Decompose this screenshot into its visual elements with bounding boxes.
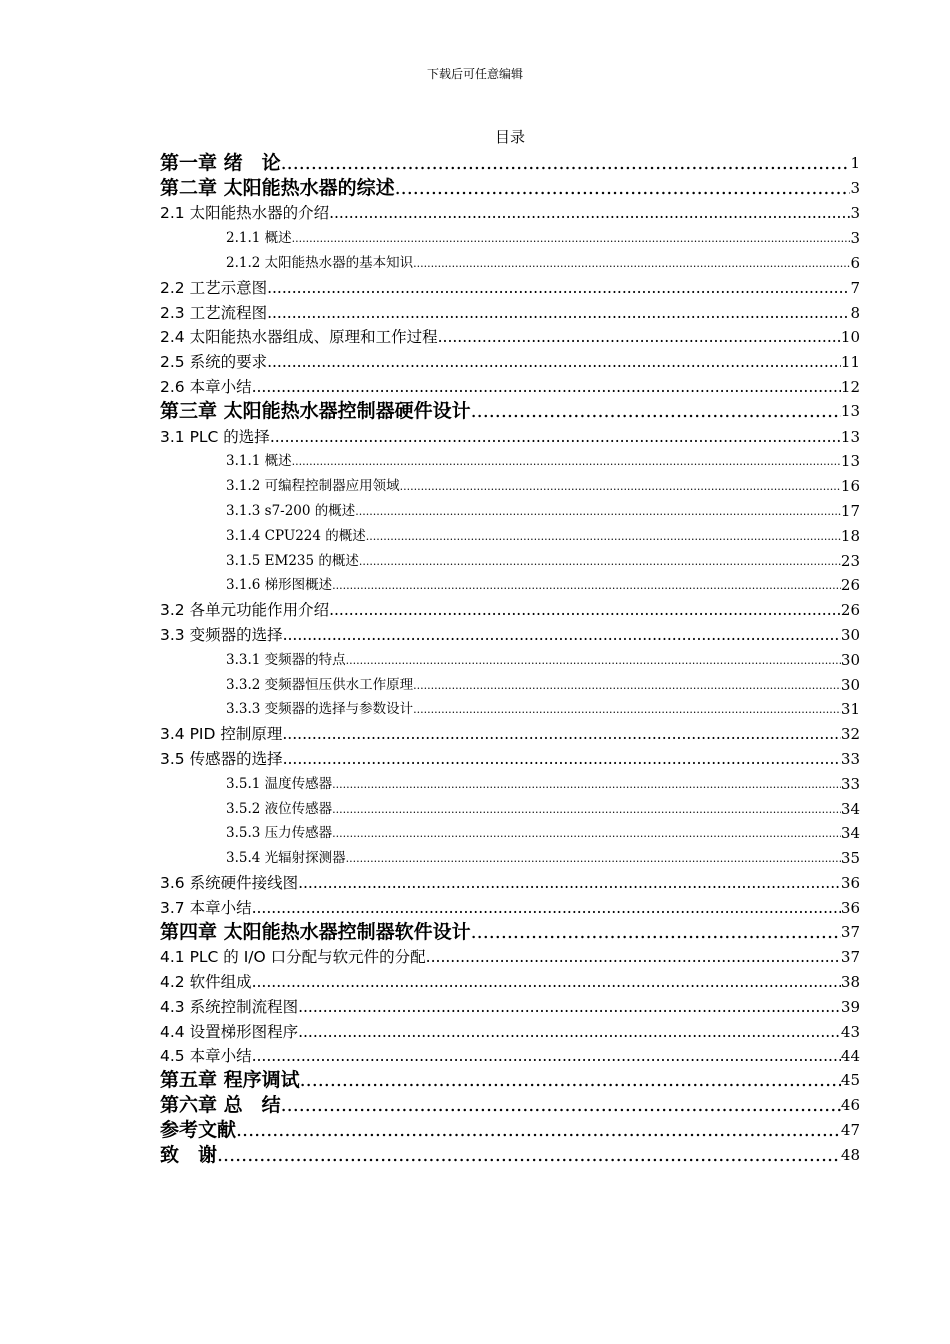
toc-page-number: 7 (850, 278, 860, 297)
toc-entry-label: 第二章 太阳能热水器的综述 (160, 176, 395, 199)
toc-section-entry[interactable] (160, 1043, 860, 1068)
toc-dot-leader (267, 277, 850, 299)
toc-dot-leader (438, 326, 841, 348)
toc-dot-leader (298, 996, 841, 1018)
toc-subsection-entry[interactable] (160, 844, 860, 869)
toc-entry-label: 3.1.5 EM235 的概述 (226, 552, 359, 569)
toc-chapter-entry[interactable] (160, 175, 860, 200)
toc-dot-leader (252, 971, 841, 993)
toc-entry-label: 3.5.4 光辐射探测器 (226, 850, 346, 867)
toc-section-entry[interactable] (160, 621, 860, 646)
toc-page-number: 30 (840, 650, 860, 669)
toc-dot-leader (252, 897, 841, 919)
toc-section-entry[interactable] (160, 423, 860, 448)
toc-page-number: 3 (850, 204, 860, 223)
toc-page-number: 34 (840, 799, 860, 818)
toc-page-number: 26 (840, 601, 860, 620)
toc-entry-label: 3.1 PLC 的选择 (160, 427, 270, 446)
toc-dot-leader (332, 774, 841, 795)
toc-page-number: 36 (840, 873, 860, 892)
toc-dot-leader (281, 151, 851, 175)
toc-dot-leader (298, 1021, 841, 1043)
toc-section-entry[interactable] (160, 1018, 860, 1043)
toc-section-entry[interactable] (160, 596, 860, 621)
toc-dot-leader (292, 228, 851, 249)
toc-entry-label: 第三章 太阳能热水器控制器硬件设计 (160, 399, 471, 422)
toc-dot-leader (332, 799, 841, 820)
toc-dot-leader (359, 551, 841, 572)
toc-page-number: 31 (840, 700, 860, 719)
toc-entry-label: 第四章 太阳能热水器控制器软件设计 (160, 920, 471, 943)
toc-entry-label: 致 谢 (160, 1143, 218, 1166)
toc-entry-label: 4.1 PLC 的 I/O 口分配与软元件的分配 (160, 948, 426, 967)
toc-section-entry[interactable] (160, 720, 860, 745)
toc-page-number: 38 (840, 973, 860, 992)
toc-section-entry[interactable] (160, 348, 860, 373)
toc-chapter-entry[interactable] (160, 150, 860, 175)
toc-entry-label: 2.2 工艺示意图 (160, 278, 268, 297)
toc-entry-label: 参考文献 (160, 1118, 237, 1141)
toc-title: 目录 (494, 128, 525, 146)
toc-entry-label: 3.1.6 梯形图概述 (226, 577, 333, 594)
toc-entry-label: 3.1.3 s7-200 的概述 (226, 502, 356, 519)
toc-subsection-entry[interactable] (160, 795, 860, 820)
toc-dot-leader (281, 1093, 841, 1117)
toc-entry-label: 2.5 系统的要求 (160, 353, 268, 372)
toc-page-number: 34 (840, 824, 860, 843)
toc-chapter-entry[interactable] (160, 1067, 860, 1092)
toc-dot-leader (236, 1118, 841, 1142)
toc-page-number: 3 (850, 178, 860, 197)
toc-entry-label: 4.2 软件组成 (160, 973, 252, 992)
table-of-contents (160, 150, 860, 1167)
toc-dot-leader (283, 748, 841, 770)
toc-dot-leader (267, 351, 841, 373)
toc-entry-label: 3.5.1 温度传感器 (226, 775, 333, 792)
toc-entry-label: 3.5.3 压力传感器 (226, 825, 333, 842)
toc-dot-leader (298, 872, 841, 894)
toc-entry-label: 3.3 变频器的选择 (160, 625, 283, 644)
toc-subsection-entry[interactable] (160, 522, 860, 547)
toc-entry-label: 第五章 程序调试 (160, 1069, 300, 1092)
toc-dot-leader (283, 624, 841, 646)
toc-chapter-entry[interactable] (160, 1142, 860, 1167)
toc-entry-label: 3.2 各单元功能作用介绍 (160, 601, 330, 620)
toc-subsection-entry[interactable] (160, 820, 860, 845)
toc-section-entry[interactable] (160, 324, 860, 349)
toc-subsection-entry[interactable] (160, 497, 860, 522)
toc-entry-label: 2.6 本章小结 (160, 377, 252, 396)
toc-entry-label: 3.5 传感器的选择 (160, 749, 283, 768)
toc-page-number: 37 (840, 948, 860, 967)
toc-dot-leader (332, 575, 841, 596)
toc-dot-leader (355, 501, 841, 522)
toc-page-number: 3 (850, 229, 860, 248)
toc-section-entry[interactable] (160, 869, 860, 894)
toc-page-number: 43 (840, 1022, 860, 1041)
toc-page-number: 33 (840, 774, 860, 793)
toc-entry-label: 2.4 太阳能热水器组成、原理和工作过程 (160, 328, 438, 347)
toc-entry-label: 第六章 总 结 (160, 1094, 281, 1117)
toc-subsection-entry[interactable] (160, 671, 860, 696)
toc-entry-label: 4.4 设置梯形图程序 (160, 1022, 299, 1041)
toc-dot-leader (292, 451, 841, 472)
toc-page-number: 11 (840, 353, 860, 372)
toc-subsection-entry[interactable] (160, 547, 860, 572)
toc-entry-label: 第一章 绪 论 (160, 151, 281, 174)
toc-entry-label: 3.5.2 液位传感器 (226, 800, 333, 817)
toc-dot-leader (413, 699, 841, 720)
toc-dot-leader (252, 376, 841, 398)
toc-section-entry[interactable] (160, 373, 860, 398)
toc-dot-leader (270, 426, 841, 448)
toc-page-number: 10 (840, 328, 860, 347)
toc-chapter-entry[interactable] (160, 398, 860, 423)
toc-page-number: 6 (850, 253, 860, 272)
toc-page-number: 32 (840, 725, 860, 744)
toc-page-number: 1 (850, 153, 860, 172)
toc-entry-label: 4.3 系统控制流程图 (160, 997, 299, 1016)
toc-dot-leader (366, 526, 841, 547)
toc-section-entry[interactable] (160, 745, 860, 770)
toc-page-number: 26 (840, 576, 860, 595)
toc-subsection-entry[interactable] (160, 224, 860, 249)
toc-dot-leader (252, 1045, 841, 1067)
toc-entry-label: 3.3.2 变频器恒压供水工作原理 (226, 676, 414, 693)
toc-dot-leader (395, 176, 851, 200)
toc-dot-leader (400, 476, 841, 497)
toc-entry-label: 2.1.1 概述 (226, 230, 292, 247)
toc-page-number: 30 (840, 675, 860, 694)
toc-page-number: 44 (840, 1047, 860, 1066)
toc-page-number: 33 (840, 749, 860, 768)
toc-entry-label: 3.1.2 可编程控制器应用领域 (226, 478, 400, 495)
toc-page-number: 47 (840, 1120, 860, 1139)
toc-entry-label: 3.4 PID 控制原理 (160, 725, 283, 744)
toc-section-entry[interactable] (160, 274, 860, 299)
toc-entry-label: 3.1.4 CPU224 的概述 (226, 527, 366, 544)
toc-page-number: 12 (840, 377, 860, 396)
toc-dot-leader (332, 823, 841, 844)
toc-page-number: 13 (840, 427, 860, 446)
toc-chapter-entry[interactable] (160, 1092, 860, 1117)
toc-dot-leader (426, 946, 841, 968)
toc-chapter-entry[interactable] (160, 1117, 860, 1142)
toc-subsection-entry[interactable] (160, 448, 860, 473)
page-header: 下载后可任意编辑 (426, 67, 523, 81)
toc-dot-leader (413, 675, 841, 696)
toc-page-number: 8 (850, 303, 860, 322)
toc-page-number: 36 (840, 898, 860, 917)
toc-section-entry[interactable] (160, 299, 860, 324)
toc-entry-label: 3.3.1 变频器的特点 (226, 651, 346, 668)
toc-dot-leader (267, 302, 850, 324)
toc-page-number: 45 (840, 1071, 860, 1090)
toc-subsection-entry[interactable] (160, 646, 860, 671)
toc-page-number: 39 (840, 997, 860, 1016)
toc-entry-label: 2.1.2 太阳能热水器的基本知识 (226, 254, 414, 271)
toc-page-number: 18 (840, 526, 860, 545)
toc-dot-leader (471, 399, 841, 423)
toc-section-entry[interactable] (160, 993, 860, 1018)
toc-page-number: 35 (840, 849, 860, 868)
toc-entry-label: 3.3.3 变频器的选择与参数设计 (226, 701, 414, 718)
toc-page-number: 37 (840, 922, 860, 941)
toc-page-number: 23 (840, 551, 860, 570)
toc-chapter-entry[interactable] (160, 919, 860, 944)
toc-entry-label: 4.5 本章小结 (160, 1047, 252, 1066)
toc-section-entry[interactable] (160, 894, 860, 919)
toc-dot-leader (329, 599, 841, 621)
toc-dot-leader (413, 253, 850, 274)
toc-entry-label: 2.1 太阳能热水器的介绍 (160, 204, 330, 223)
toc-dot-leader (346, 650, 841, 671)
toc-subsection-entry[interactable] (160, 249, 860, 274)
toc-dot-leader (300, 1068, 841, 1092)
toc-section-entry[interactable] (160, 968, 860, 993)
toc-dot-leader (471, 920, 841, 944)
toc-page-number: 13 (840, 401, 860, 420)
toc-subsection-entry[interactable] (160, 472, 860, 497)
toc-entry-label: 3.1.1 概述 (226, 453, 292, 470)
toc-page-number: 30 (840, 625, 860, 644)
toc-dot-leader (346, 848, 841, 869)
toc-page-number: 46 (840, 1096, 860, 1115)
toc-subsection-entry[interactable] (160, 696, 860, 721)
toc-page-number: 16 (840, 477, 860, 496)
toc-subsection-entry[interactable] (160, 572, 860, 597)
toc-page-number: 48 (840, 1145, 860, 1164)
toc-subsection-entry[interactable] (160, 770, 860, 795)
toc-entry-label: 3.6 系统硬件接线图 (160, 873, 299, 892)
toc-section-entry[interactable] (160, 944, 860, 969)
toc-dot-leader (329, 202, 850, 224)
toc-entry-label: 3.7 本章小结 (160, 898, 252, 917)
toc-page-number: 13 (840, 452, 860, 471)
toc-section-entry[interactable] (160, 200, 860, 225)
toc-page-number: 17 (840, 501, 860, 520)
toc-dot-leader (282, 723, 841, 745)
toc-entry-label: 2.3 工艺流程图 (160, 303, 268, 322)
toc-dot-leader (217, 1143, 841, 1167)
